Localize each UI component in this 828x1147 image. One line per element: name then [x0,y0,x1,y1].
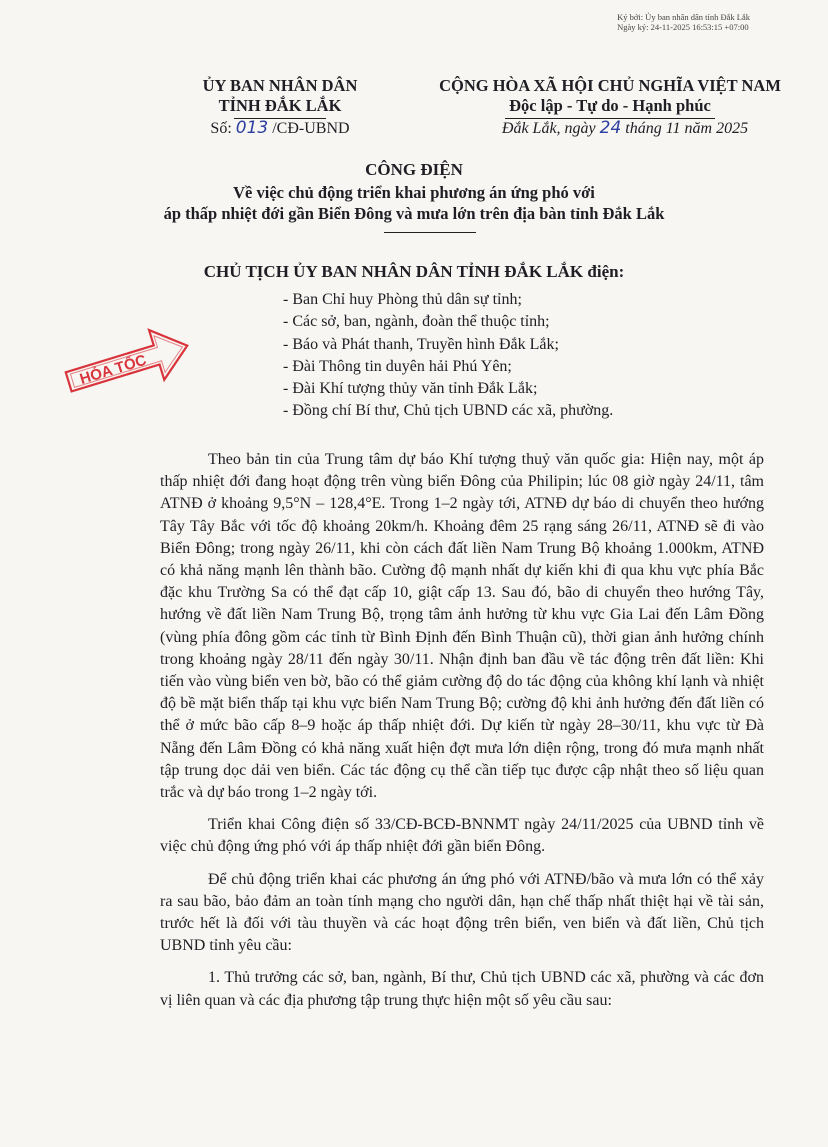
body-paragraph: Theo bản tin của Trung tâm dự báo Khí tượng thuỷ văn quốc gia: Hiện nay, một áp thấp nhiệt đới đang hoạt động trên vùng biển Đông của Philipin; lúc 08 giờ ngày 24/11, tâm ATNĐ ở khoảng 9,5°N – 128,4°E. Trong 1–2 ngày tới, ATNĐ dự báo di chuyển theo hướng Tây Tây Bắc với tốc độ khoảng 20km/h. Khoảng đêm 25 rạng sáng 26/11, ATNĐ sẽ đi vào Biển Đông; trong ngày 26/11, khi còn cách đất liền Nam Trung Bộ khoảng 1.000km, ATNĐ có khả năng mạnh lên thành bão. Cường độ mạnh nhất dự kiến khi đi qua khu vực phía Bắc đặc khu Trường Sa có thể đạt cấp 10, giật cấp 13. Sau đó, bão di chuyển theo hướng Tây, hướng về đất liền Nam Trung Bộ, trọng tâm ảnh hưởng từ khu vực Gia Lai đến Lâm Đồng (vùng phía đông gồm các tỉnh từ Bình Định đến Bình Thuận cũ), thời gian ảnh hưởng chính trong khoảng ngày 28/11 đến ngày 30/11. Nhận định ban đầu về tác động trên đất liền: Khi tiến vào vùng biển ven bờ, bão có thể giảm cường độ do tác động của không khí lạnh và nhiệt độ bề mặt biển thấp tại khu vực biển Nam Trung Bộ; cường độ khi ảnh hưởng đến đất liền có thể ở mức bão cấp 8–9 hoặc áp thấp nhiệt đới. Dự kiến từ ngày 28–30/11, khu vực từ Đà Nẵng đến Lâm Đồng có khả năng xuất hiện đợt mưa lớn diện rộng, trong đó mưa mạnh nhất tập trung dọc dải ven biển. Các tác động cụ thể cần tiếp tục được cập nhật theo số liệu quan trắc và dự báo trong 1–2 ngày tới. [160,451,764,802]
date-prefix: Đắk Lắk, ngày [501,120,600,137]
nation-name: CỘNG HÒA XÃ HỘI CHỦ NGHĨA VIỆT NAM [439,76,781,95]
subject-line-1: Về việc chủ động triển khai phương án ứng phó với [233,183,595,202]
recipient-item: - Các sở, ban, ngành, đoàn thể thuộc tỉnh; [283,313,550,331]
document-body [160,449,764,1020]
document-sender: CHỦ TỊCH ỦY BAN NHÂN DÂN TỈNH ĐẮK LẮK điện: [203,262,625,281]
recipient-item: - Ban Chỉ huy Phòng thủ dân sự tỉnh; [283,291,522,308]
agency-header [150,76,410,119]
recipient-item: - Đài Thông tin duyên hải Phú Yên; [283,357,512,375]
recipient-item: - Báo và Phát thanh, Truyền hình Đắk Lắk; [283,335,559,353]
subject-underline [384,232,476,233]
urgent-stamp [60,326,195,396]
nation-motto: Độc lập - Tự do - Hạnh phúc [509,96,711,115]
number-handwritten: 013 [235,118,269,138]
number-prefix: Số: [210,120,236,137]
signature-signer: Ký bởi: Ủy ban nhân dân tỉnh Đắk Lắk [617,12,750,22]
recipient-list [283,289,783,423]
subject-line-2: áp thấp nhiệt đới gần Biển Đông và mưa lớn trên địa bàn tỉnh Đắk Lắk [163,204,665,223]
document-subject [0,182,828,224]
recipient-item: - Đài Khí tượng thủy văn tỉnh Đắk Lắk; [283,380,538,398]
digital-signature [617,12,750,32]
agency-name: ỦY BAN NHÂN DÂN [202,76,358,95]
number-suffix: /CĐ-UBND [268,120,350,137]
signature-date: Ngày ký: 24-11-2025 16:53:15 +07:00 [617,22,749,32]
date-day-handwritten: 24 [599,118,622,138]
document-type: CÔNG ĐIỆN [365,160,463,179]
date-suffix: tháng 11 năm 2025 [621,120,749,137]
recipient-item: - Đồng chí Bí thư, Chủ tịch UBND các xã, phường. [283,402,614,420]
stamp-text: HỎA TỐC [77,351,149,388]
body-paragraph: 1. Thủ trưởng các sở, ban, ngành, Bí thư, Chủ tịch UBND các xã, phường và các đơn vị liên quan và các địa phương tập trung thực hiện một số yêu cầu sau: [160,969,764,1009]
document-date [440,118,810,138]
body-paragraph: Triển khai Công điện số 33/CĐ-BCĐ-BNNMT ngày 24/11/2025 của UBND tỉnh về việc chủ động ứng phó với áp thấp nhiệt đới gần biển Đông. [160,816,764,856]
agency-province: TỈNH ĐẮK LẮK [218,96,342,115]
body-paragraph: Để chủ động triển khai các phương án ứng phó với ATNĐ/bão và mưa lớn có thể xảy ra sau bão, bảo đảm an toàn tính mạng cho người dân, hạn chế thấp nhất thiệt hại về tài sản, trước hết là đối với tàu thuyền và các hoạt động trên biển, ven biển và đất liền, Chủ tịch UBND tỉnh yêu cầu: [160,870,764,955]
national-header [410,76,810,119]
document-number [150,118,410,138]
